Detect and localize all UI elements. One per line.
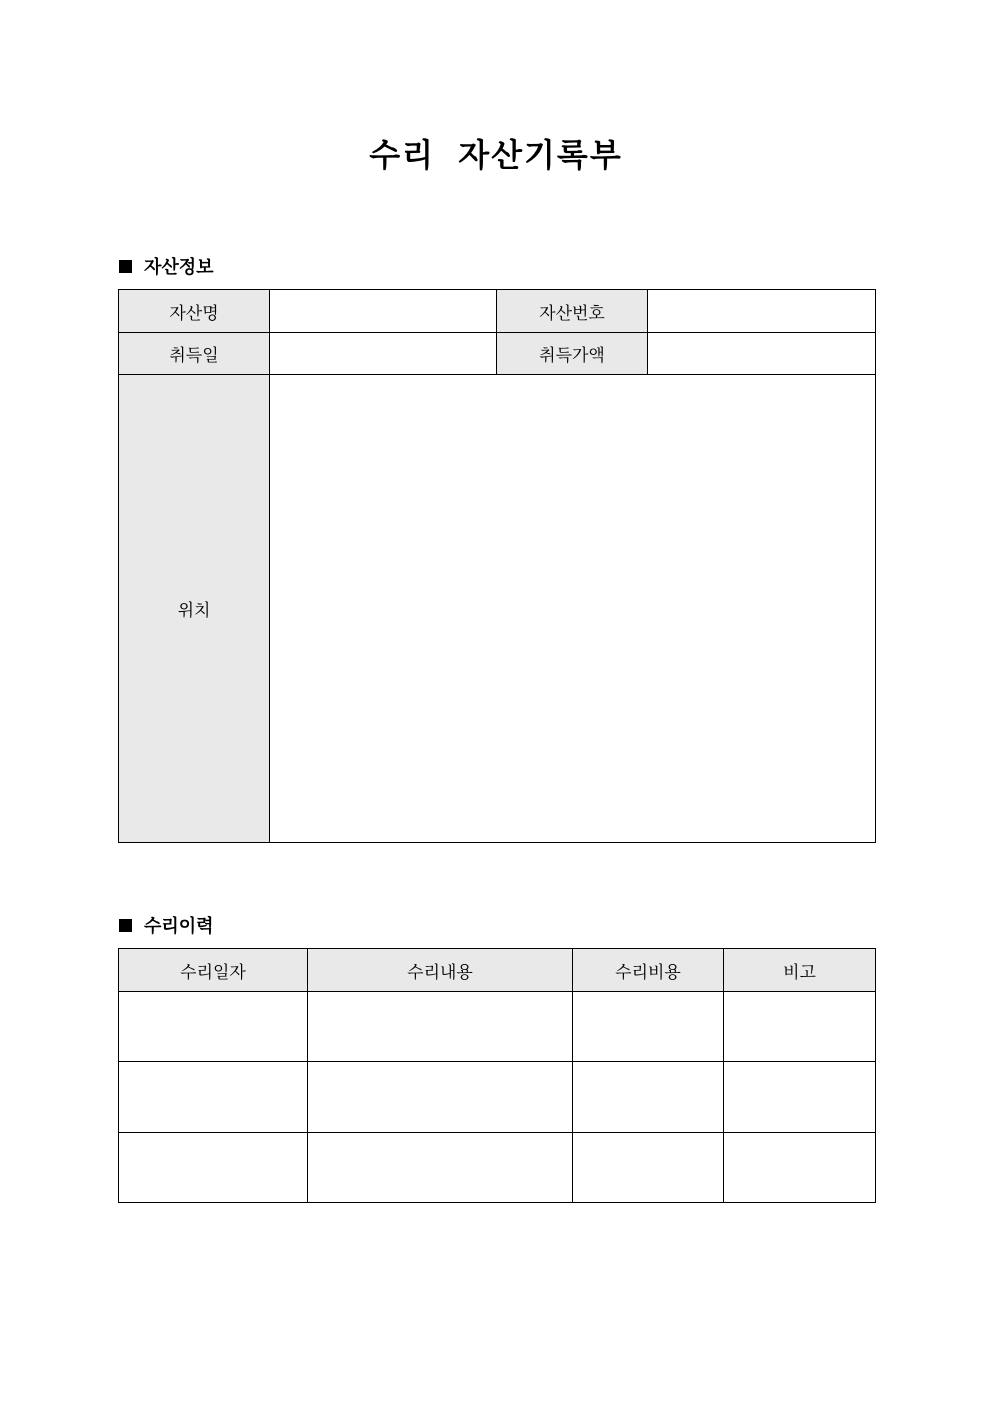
asset-info-table: [118, 289, 876, 843]
asset-name-label: 자산명: [119, 290, 270, 333]
column-header-repair-cost: 수리비용: [573, 949, 724, 992]
acquisition-date-field[interactable]: [270, 333, 497, 375]
acquisition-price-field[interactable]: [648, 333, 876, 375]
repair-date-cell[interactable]: [119, 1133, 308, 1203]
column-header-remarks: 비고: [724, 949, 876, 992]
repair-cost-cell[interactable]: [573, 1133, 724, 1203]
asset-info-heading: [119, 253, 214, 279]
acquisition-price-label: 취득가액: [497, 333, 648, 375]
table-row: [119, 992, 876, 1062]
repair-history-table: [118, 948, 876, 1203]
repair-date-cell[interactable]: [119, 1062, 308, 1133]
remarks-cell[interactable]: [724, 1062, 876, 1133]
location-field[interactable]: [270, 375, 876, 843]
repair-details-cell[interactable]: [308, 1062, 573, 1133]
asset-name-field[interactable]: [270, 290, 497, 333]
location-label: 위치: [119, 375, 270, 843]
column-header-repair-date: 수리일자: [119, 949, 308, 992]
repair-details-cell[interactable]: [308, 992, 573, 1062]
repair-cost-cell[interactable]: [573, 992, 724, 1062]
repair-history-heading: [119, 912, 214, 938]
table-row: [119, 1062, 876, 1133]
repair-cost-cell[interactable]: [573, 1062, 724, 1133]
repair-details-cell[interactable]: [308, 1133, 573, 1203]
remarks-cell[interactable]: [724, 992, 876, 1062]
asset-number-field[interactable]: [648, 290, 876, 333]
table-row: [119, 1133, 876, 1203]
acquisition-date-label: 취득일: [119, 333, 270, 375]
remarks-cell[interactable]: [724, 1133, 876, 1203]
square-bullet-icon: [119, 919, 132, 932]
square-bullet-icon: [119, 260, 132, 273]
page-title: 수리 자산기록부: [369, 136, 623, 174]
repair-history-heading-label: 수리이력: [144, 916, 214, 937]
repair-date-cell[interactable]: [119, 992, 308, 1062]
column-header-repair-details: 수리내용: [308, 949, 573, 992]
asset-info-heading-label: 자산정보: [144, 257, 214, 278]
asset-number-label: 자산번호: [497, 290, 648, 333]
